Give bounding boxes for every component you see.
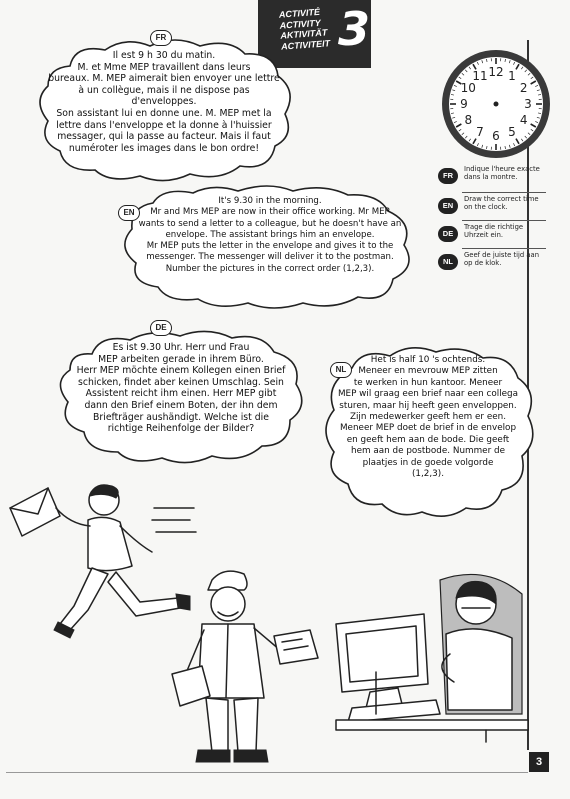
fr-language-badge: FR xyxy=(150,30,172,46)
de-bubble-text: Es ist 9.30 Uhr. Herr und Frau MEP arbeiten gerade in ihrem Büro. Herr MEP möchte einem Kollegen einen Brief schicken, findet aber keinen Umschlag. Sein Assistent reicht ihm einen. Herr MEP gibt dann den Brief einem Boten, der ihn dem Briefträger aushändigt. Welche ist die richtige Reihenfolge der Bilder? xyxy=(76,342,286,435)
legend-text-fr: Indique l'heure exacte dans la montre. xyxy=(464,165,540,182)
legend-divider xyxy=(462,192,546,193)
de-language-badge: DE xyxy=(150,320,172,336)
clock-number: 4 xyxy=(519,113,528,127)
clock-number: 11 xyxy=(472,69,488,84)
clock-number: 1 xyxy=(508,69,516,84)
bottom-border-rule xyxy=(6,772,528,773)
legend-row-fr xyxy=(438,165,538,189)
page-number: 3 xyxy=(529,752,549,772)
clock-number: 12 xyxy=(488,65,504,79)
activity-word-nl: ACTIVITEIT xyxy=(280,37,331,52)
legend-badge-fr: FR xyxy=(438,168,458,184)
legend-text-de: Trage die richtige Uhrzeit ein. xyxy=(464,223,524,240)
legend-badge-nl: NL xyxy=(438,254,458,270)
legend-badge-en: EN xyxy=(438,198,458,214)
en-bubble-text: It's 9.30 in the morning. Mr and Mrs MEP are now in their office working. Mr MEP wants to send a letter to a colleague, but he doesn't have an envelope. The assistant brings him an envelope. Mr MEP puts the letter in the envelope and gives it to the messenger. The messenger will deliver it to the postman. Number the pictures in the correct order (1,2,3). xyxy=(138,196,402,274)
nl-language-badge: NL xyxy=(330,362,352,378)
clock-number: 2 xyxy=(519,81,528,95)
letter-icon xyxy=(274,630,318,664)
legend-text-en: Draw the correct time on the clock. xyxy=(464,195,539,212)
clock-number: 7 xyxy=(476,124,484,139)
activity-word-fr: ACTIVITÉ xyxy=(278,6,321,20)
man-at-computer-illustration xyxy=(336,564,528,744)
legend-text-nl: Geef de juiste tijd aan op de klok. xyxy=(464,251,540,268)
envelope-icon xyxy=(10,488,60,536)
legend-divider xyxy=(462,248,546,249)
nl-bubble-text: Het is half 10 's ochtends. Meneer en mevrouw MEP zitten te werken in hun kantoor. Meneer MEP wil graag een brief naar een collega sturen, maar hij heeft geen enveloppen. Zijn medewerker geeft hem er een. Meneer MEP doet de brief in de envelop en geeft hem aan de bode. Die geeft hem aan de postbode. Nummer de plaatjes in de goede volgorde (1,2,3). xyxy=(337,355,519,480)
activity-word-en: ACTIVITY xyxy=(279,17,321,31)
clock-number: 6 xyxy=(492,129,500,143)
activity-word-de: AKTIVITÄT xyxy=(280,27,328,41)
legend-row-nl xyxy=(438,251,538,275)
en-language-badge: EN xyxy=(118,205,140,221)
clock-number: 3 xyxy=(524,97,532,111)
clock-face[interactable] xyxy=(440,48,552,160)
clock-number: 5 xyxy=(508,124,516,139)
activity-number: 3 xyxy=(338,2,371,56)
clock-number: 10 xyxy=(460,81,476,95)
legend-row-de xyxy=(438,223,538,247)
fr-bubble-text: Il est 9 h 30 du matin. M. et Mme MEP travaillent dans leurs bureaux. M. MEP aimerait bien envoyer une lettre à un collègue, mais il ne dispose pas d'enveloppes. Son assistant lui en donne une. M. MEP met la lettre dans l'enveloppe et la donne à l'huissier messager, qui la passe au facteur. Mais il faut numéroter les images dans le bon ordre! xyxy=(48,50,280,154)
legend-badge-de: DE xyxy=(438,226,458,242)
legend-divider xyxy=(462,220,546,221)
postman-illustration xyxy=(168,566,326,772)
legend-row-en xyxy=(438,195,538,219)
clock-number: 8 xyxy=(464,113,473,127)
clock-number: 9 xyxy=(460,97,468,111)
